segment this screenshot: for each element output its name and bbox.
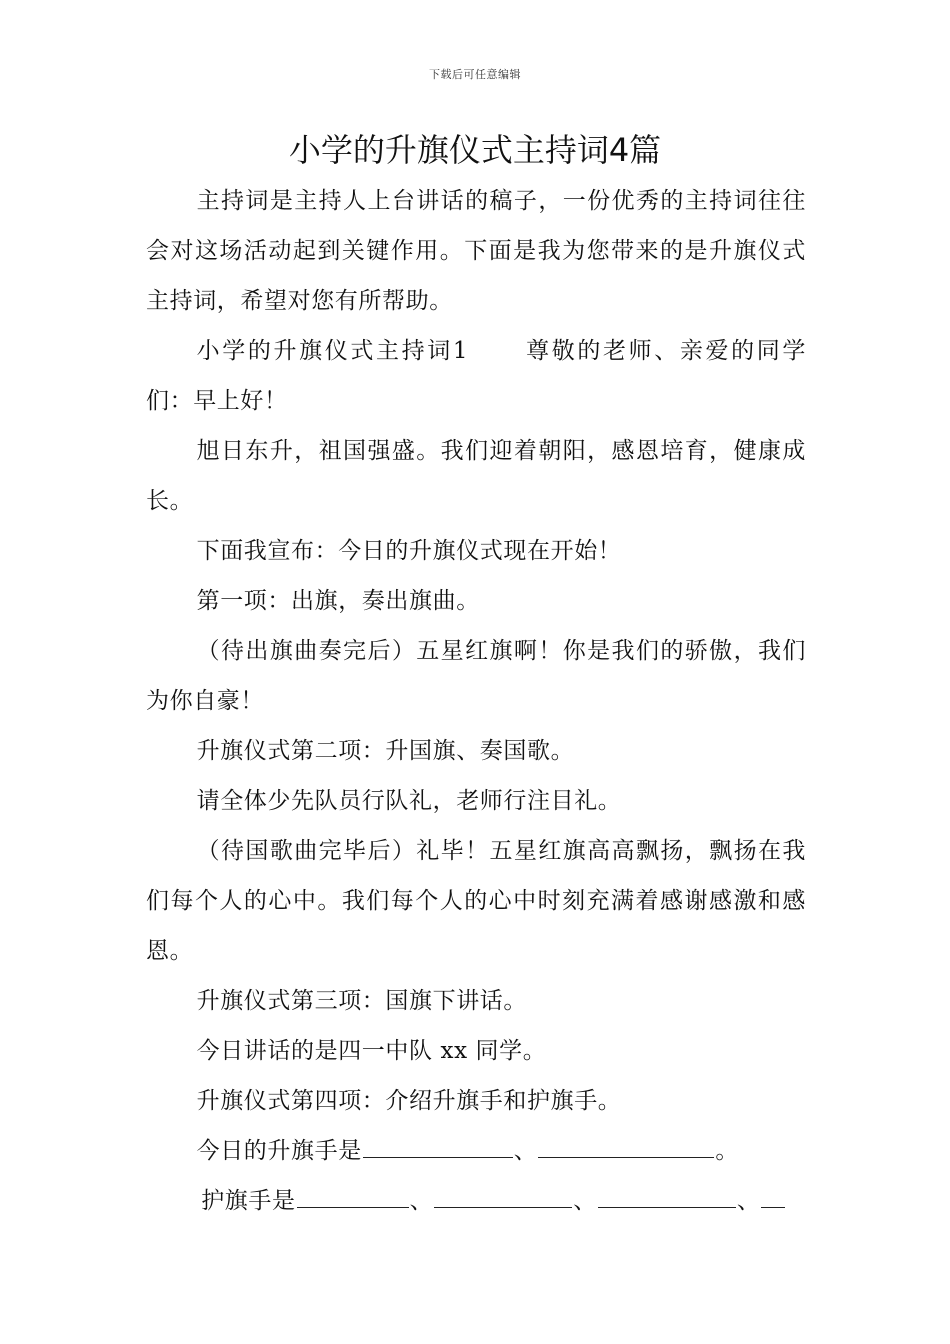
sentence-end: 。 [715, 1138, 740, 1164]
paragraph-salute: 请全体少先队员行队礼，老师行注目礼。 [196, 788, 622, 814]
paragraph-intro: 主持词是主持人上台讲话的稿子，一份优秀的主持词往往会对这场活动起到关键作用。下面是我为您带来的是升旗仪式主持词，希望对您有所帮助。 [146, 188, 806, 314]
paragraph-announce: 下面我宣布：今日的升旗仪式现在开始！ [196, 538, 622, 564]
paragraph-section1 [146, 326, 806, 426]
document-body [146, 176, 806, 1226]
blank-line [434, 1206, 572, 1208]
paragraph-speaker: 今日讲话的是四一中队 xx 同学。 [196, 1038, 547, 1064]
section-heading: 小学的升旗仪式主持词1 [196, 338, 469, 364]
header-note: 下载后可任意编辑 [429, 68, 521, 81]
flag-guards-label: 护旗手是 [201, 1188, 296, 1214]
blank-line [297, 1206, 409, 1208]
blank-line [598, 1206, 736, 1208]
separator: 、 [409, 1188, 434, 1214]
paragraph-sunrise: 旭日东升，祖国强盛。我们迎着朝阳，感恩培育，健康成长。 [146, 438, 806, 514]
paragraph-item1: 第一项：出旗，奏出旗曲。 [196, 588, 480, 614]
separator: 、 [513, 1138, 538, 1164]
paragraph-after-anthem: （待国歌曲完毕后）礼毕！五星红旗高高飘扬，飘扬在我们每个人的心中。我们每个人的心中时刻充满着感谢感激和感恩。 [146, 838, 806, 964]
blank-line [761, 1206, 785, 1208]
separator: 、 [573, 1188, 597, 1214]
flag-raisers-label: 今日的升旗手是 [196, 1138, 362, 1164]
paragraph-item2: 升旗仪式第二项：升国旗、奏国歌。 [196, 738, 575, 764]
document-title: 小学的升旗仪式主持词4篇 [288, 131, 662, 169]
paragraph-item3: 升旗仪式第三项：国旗下讲话。 [196, 988, 527, 1014]
greeting: 尊敬的老师、亲爱的同学们：早上好！ [146, 338, 807, 414]
paragraph-item4: 升旗仪式第四项：介绍升旗手和护旗手。 [196, 1088, 622, 1114]
blank-line [538, 1156, 714, 1158]
paragraph-flag-pride: （待出旗曲奏完后）五星红旗啊！你是我们的骄傲，我们为你自豪！ [146, 638, 806, 714]
paragraph-flag-guards [146, 1176, 806, 1226]
paragraph-flag-raisers [146, 1126, 806, 1176]
blank-line [363, 1156, 513, 1158]
separator: 、 [736, 1188, 761, 1214]
